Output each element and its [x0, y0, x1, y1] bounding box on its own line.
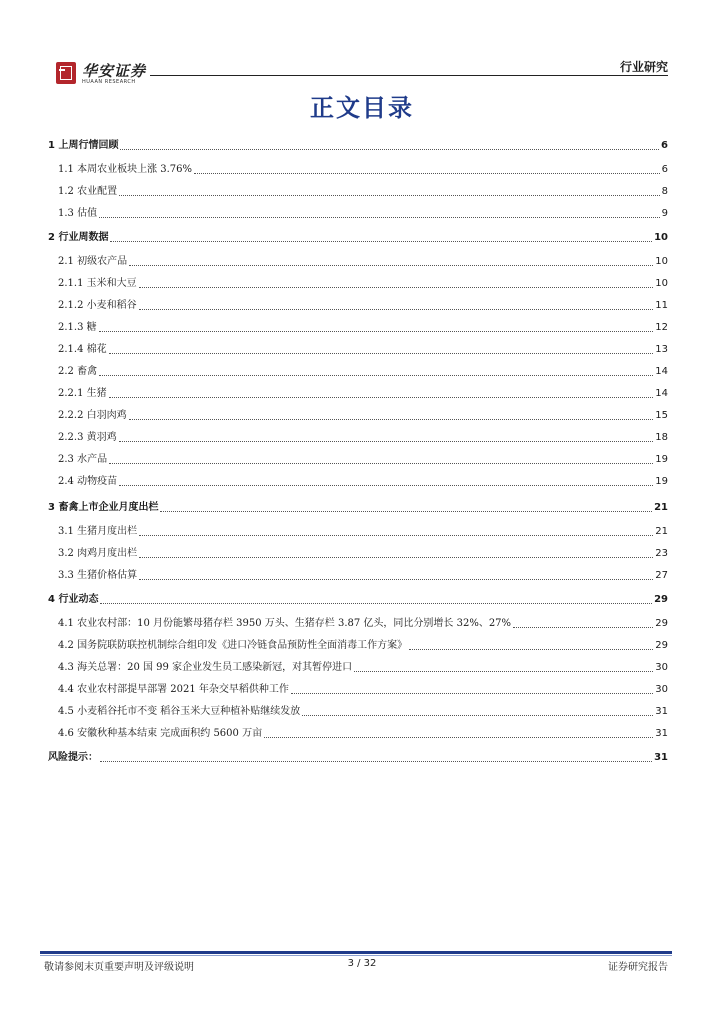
toc-entry-page: 12: [655, 322, 668, 333]
toc-entry-page: 8: [661, 186, 668, 197]
toc-entry-page: 19: [655, 454, 668, 465]
toc-leader-dots: [100, 761, 652, 762]
toc-leader-dots: [120, 149, 659, 150]
toc-entry-page: 27: [655, 570, 668, 581]
toc-entry-title: 风险提示：: [48, 752, 98, 763]
toc-entry-title: 1 上周行情回顾: [48, 140, 119, 151]
toc-entry[interactable]: [48, 341, 668, 357]
footer-report-type: 证券研究报告: [608, 962, 668, 973]
toc-entry[interactable]: [48, 363, 668, 379]
toc-entry-page: 10: [654, 232, 668, 243]
toc-entry[interactable]: [48, 567, 668, 583]
toc-leader-dots: [119, 195, 660, 196]
toc-entry-page: 14: [655, 366, 668, 377]
toc-entry-title: 3.3 生猪价格估算: [58, 570, 138, 581]
toc-leader-dots: [109, 397, 654, 398]
toc-entry-page: 6: [661, 164, 668, 175]
toc-leader-dots: [109, 353, 654, 354]
toc-entry[interactable]: [48, 681, 668, 697]
toc-entry-title: 2.4 动物疫苗: [58, 476, 118, 487]
toc-leader-dots: [99, 331, 654, 332]
toc-entry[interactable]: [48, 407, 668, 423]
toc-entry-page: 10: [655, 278, 668, 289]
toc-entry-title: 2.1.4 棉花: [58, 344, 107, 355]
toc-entry-page: 10: [655, 256, 668, 267]
toc-leader-dots: [264, 737, 653, 738]
toc-entry[interactable]: [48, 183, 668, 199]
logo-text-cn: 华安证券: [82, 62, 147, 80]
toc-entry[interactable]: [48, 637, 668, 653]
toc-entry[interactable]: [48, 297, 668, 313]
toc-leader-dots: [291, 693, 653, 694]
toc-entry[interactable]: [48, 451, 668, 467]
toc-entry[interactable]: [48, 137, 668, 153]
toc-entry[interactable]: [48, 749, 668, 765]
toc-entry-title: 2.1.1 玉米和大豆: [58, 278, 137, 289]
header-divider: [150, 75, 668, 76]
toc-entry-page: 14: [655, 388, 668, 399]
toc-leader-dots: [139, 287, 654, 288]
toc-entry-title: 2.2.1 生猪: [58, 388, 107, 399]
toc-leader-dots: [139, 579, 653, 580]
toc-entry-page: 31: [655, 728, 668, 739]
toc-entry-title: 4.3 海关总署：20 国 99 家企业发生员工感染新冠，对其暂停进口: [58, 662, 353, 673]
toc-entry[interactable]: [48, 499, 668, 515]
footer-divider-thin: [40, 955, 672, 956]
toc-entry-title: 3.1 生猪月度出栏: [58, 526, 138, 537]
toc-entry-title: 2.1.2 小麦和稻谷: [58, 300, 137, 311]
toc-entry-title: 3 畜禽上市企业月度出栏: [48, 502, 159, 513]
toc-entry-page: 31: [655, 706, 668, 717]
logo-text-en: HUAAN RESEARCH: [82, 79, 136, 85]
toc-leader-dots: [119, 485, 653, 486]
toc-entry-title: 4.1 农业农村部：10 月份能繁母猪存栏 3950 万头、生猪存栏 3.87 亿头，同比分别增长 32%、27%: [58, 618, 512, 629]
toc-entry[interactable]: [48, 429, 668, 445]
toc-entry-page: 29: [654, 594, 668, 605]
toc-entry-page: 23: [655, 548, 668, 559]
toc-entry[interactable]: [48, 703, 668, 719]
toc-entry-title: 2 行业周数据: [48, 232, 109, 243]
toc-entry[interactable]: [48, 319, 668, 335]
toc-entry-page: 18: [655, 432, 668, 443]
toc-leader-dots: [100, 603, 652, 604]
toc-leader-dots: [129, 265, 653, 266]
footer-disclaimer: 敬请参阅末页重要声明及评级说明: [44, 962, 194, 973]
toc-entry[interactable]: [48, 591, 668, 607]
toc-entry-page: 19: [655, 476, 668, 487]
toc-entry-title: 1.2 农业配置: [58, 186, 118, 197]
toc-entry-page: 15: [655, 410, 668, 421]
toc-entry-title: 4.2 国务院联防联控机制综合组印发《进口冷链食品预防性全面消毒工作方案》: [58, 640, 408, 651]
toc-leader-dots: [513, 627, 653, 628]
toc-entry-page: 11: [655, 300, 668, 311]
toc-leader-dots: [194, 173, 660, 174]
toc-entry-page: 30: [655, 684, 668, 695]
toc-entry-title: 4.6 安徽秋种基本结束 完成面积约 5600 万亩: [58, 728, 263, 739]
toc-entry-title: 1.1 本周农业板块上涨 3.76%: [58, 164, 193, 175]
toc-entry[interactable]: [48, 385, 668, 401]
company-logo-icon: [56, 62, 76, 84]
toc-entry-title: 2.3 水产品: [58, 454, 108, 465]
toc-entry-title: 4 行业动态: [48, 594, 99, 605]
toc-entry[interactable]: [48, 725, 668, 741]
toc-leader-dots: [354, 671, 653, 672]
toc-leader-dots: [110, 241, 652, 242]
toc-entry-title: 2.1 初级农产品: [58, 256, 128, 267]
toc-entry[interactable]: [48, 659, 668, 675]
toc-leader-dots: [119, 441, 654, 442]
toc-entry-title: 1.3 估值: [58, 208, 98, 219]
toc-entry-title: 2.1.3 糖: [58, 322, 97, 333]
toc-entry-title: 2.2.2 白羽肉鸡: [58, 410, 127, 421]
toc-leader-dots: [109, 463, 653, 464]
toc-entry-page: 29: [655, 618, 668, 629]
toc-leader-dots: [99, 217, 660, 218]
toc-entry-title: 3.2 肉鸡月度出栏: [58, 548, 138, 559]
page-header: [56, 58, 668, 88]
page-title: 正文目录: [310, 94, 414, 122]
toc-entry-page: 13: [655, 344, 668, 355]
report-category: 行业研究: [616, 58, 668, 75]
toc-entry-page: 30: [655, 662, 668, 673]
toc-entry[interactable]: [48, 253, 668, 269]
toc-leader-dots: [99, 375, 653, 376]
toc-entry-page: 6: [661, 140, 668, 151]
toc-entry-page: 21: [654, 502, 668, 513]
toc-entry[interactable]: [48, 615, 668, 631]
toc-entry-title: 2.2.3 黄羽鸡: [58, 432, 117, 443]
toc-entry-page: 29: [655, 640, 668, 651]
toc-entry[interactable]: [48, 545, 668, 561]
footer-divider: [40, 951, 672, 954]
toc-leader-dots: [129, 419, 654, 420]
toc-entry-page: 21: [655, 526, 668, 537]
toc-entry-title: 4.4 农业农村部提早部署 2021 年杂交早稻供种工作: [58, 684, 289, 695]
page-number: 3 / 32: [347, 958, 377, 969]
toc-entry-title: 4.5 小麦稻谷托市不变 稻谷玉米大豆种植补贴继续发放: [58, 706, 301, 717]
toc-leader-dots: [160, 511, 652, 512]
toc-entry-page: 31: [654, 752, 668, 763]
toc-entry-page: 9: [661, 208, 668, 219]
toc-leader-dots: [302, 715, 653, 716]
toc-entry-title: 2.2 畜禽: [58, 366, 98, 377]
toc-leader-dots: [139, 557, 653, 558]
toc-leader-dots: [139, 309, 654, 310]
toc-entry[interactable]: [48, 161, 668, 177]
toc-leader-dots: [409, 649, 653, 650]
toc-leader-dots: [139, 535, 653, 536]
toc-entry[interactable]: [48, 523, 668, 539]
toc-entry[interactable]: [48, 205, 668, 221]
toc-entry[interactable]: [48, 275, 668, 291]
toc-entry[interactable]: [48, 229, 668, 245]
toc-entry[interactable]: [48, 473, 668, 489]
